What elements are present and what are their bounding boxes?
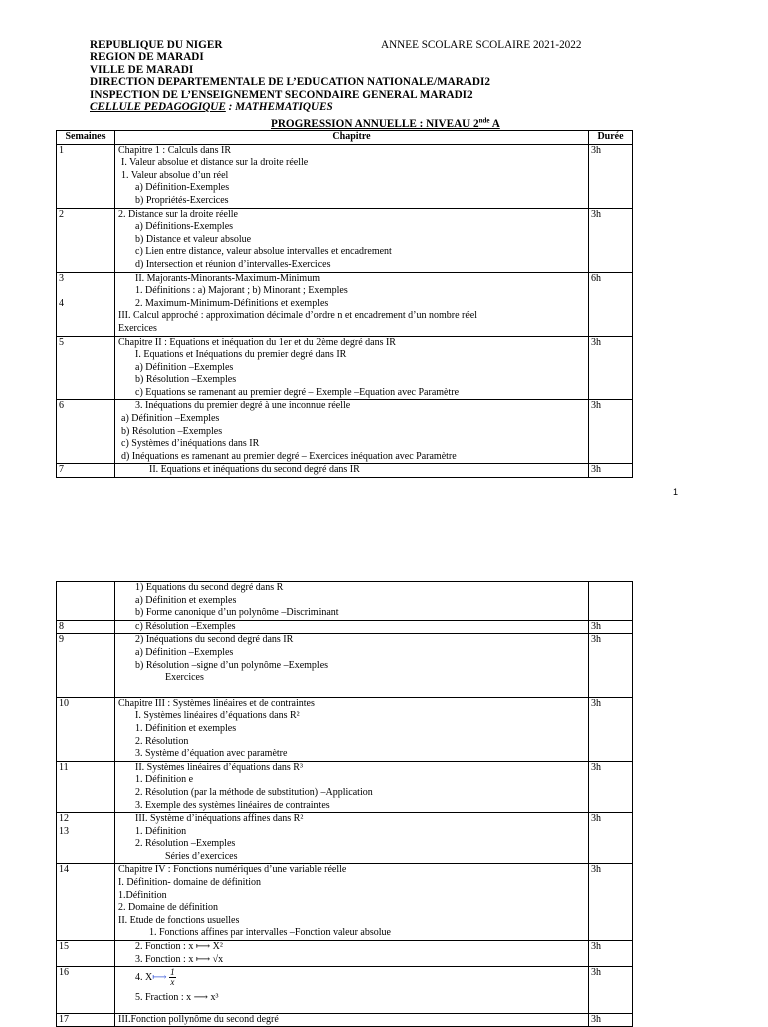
- chapter-cell: [115, 464, 589, 478]
- week-number: 16: [59, 967, 69, 979]
- header-cellule-subject: : MATHEMATIQUES: [225, 101, 333, 114]
- header-region: REGION DE MARADI: [90, 51, 204, 64]
- content-line: c) Résolution –Exemples: [135, 620, 236, 632]
- week-cell: [57, 336, 115, 400]
- content-line: II. Etude de fonctions usuelles: [118, 914, 240, 926]
- duration-cell: [589, 400, 633, 464]
- content-line: 1) Equations du second degré dans R: [135, 582, 284, 593]
- content-line: I. Equations et Inéquations du premier degré dans IR: [135, 349, 347, 361]
- title-main: PROGRESSION ANNUELLE : NIVEAU 2: [271, 117, 479, 130]
- header-cellule: [90, 101, 690, 113]
- content-line: 1. Valeur absolue d’un réel: [121, 169, 229, 181]
- header-school-year: ANNEE SCOLARE SCOLAIRE 2021-2022: [381, 39, 582, 51]
- duration-value: 3h: [591, 208, 601, 220]
- duration-value: 3h: [591, 697, 601, 709]
- week-cell: [57, 813, 115, 864]
- week-number: 12: [59, 813, 69, 825]
- content-line: Chapitre IV : Fonctions numériques d’une variable réelle: [118, 864, 347, 876]
- content-line: 1. Définitions : a) Majorant ; b) Minorant ; Exemples: [135, 285, 348, 297]
- week-number: 14: [59, 864, 69, 876]
- duration-cell: [589, 941, 633, 967]
- content-line: 3. Exemple des systèmes linéaires de contraintes: [135, 799, 330, 811]
- table-row: [57, 620, 633, 634]
- content-line: Chapitre II : Equations et inéquation du 1er et du 2ème degré dans IR: [118, 336, 396, 348]
- duration-value: 3h: [591, 761, 601, 773]
- duration-cell: [589, 967, 633, 1014]
- col-header-chapitre: Chapitre: [115, 131, 589, 145]
- content-line: 2. Domaine de définition: [118, 902, 218, 914]
- content-line: III. Système d’inéquations affines dans R²: [135, 813, 304, 825]
- week-number: 2: [59, 208, 64, 220]
- header-direction: DIRECTION DEPARTEMENTALE DE L’EDUCATION NATIONALE/MARADI2: [90, 76, 490, 89]
- duration-cell: [589, 1013, 633, 1027]
- duration-cell: [589, 864, 633, 941]
- table-row: [57, 813, 633, 864]
- table-row: [57, 582, 633, 621]
- chapter-cell: [115, 582, 589, 621]
- duration-value: 3h: [591, 634, 601, 646]
- duration-value: 3h: [591, 967, 601, 979]
- content-line: c) Systèmes d’inéquations dans IR: [121, 438, 260, 450]
- item4-label: 4. X: [135, 972, 153, 984]
- duration-cell: [589, 697, 633, 761]
- content-line: 3. Inéquations du premier degré à une inconnue réelle: [135, 400, 351, 412]
- week-cell: [57, 400, 115, 464]
- table-row: [57, 761, 633, 812]
- chapter-cell: [115, 272, 589, 336]
- content-line: I. Valeur absolue et distance sur la droite réelle: [121, 157, 309, 169]
- fraction-numerator: 1: [170, 967, 175, 978]
- week-cell: [57, 967, 115, 1014]
- duration-cell: [589, 208, 633, 272]
- week-number: 5: [59, 336, 64, 348]
- page-number: 1: [673, 487, 679, 497]
- table-row: [57, 697, 633, 761]
- week-number: [59, 582, 112, 595]
- week-number: 10: [59, 697, 69, 709]
- content-line: b) Distance et valeur absolue: [135, 233, 252, 245]
- table-row: [57, 1013, 633, 1027]
- week-number: 17: [59, 1013, 69, 1025]
- duration-value: 3h: [591, 336, 601, 348]
- content-line: c) Equations se ramenant au premier degré – Exemple –Equation avec Paramètre: [135, 386, 460, 398]
- duration-value: 3h: [591, 144, 601, 156]
- week-number: 11: [59, 761, 69, 773]
- table-row: [57, 464, 633, 478]
- chapter-cell: [115, 941, 589, 967]
- header-republique: REPUBLIQUE DU NIGER: [90, 39, 223, 51]
- table-row: [57, 400, 633, 464]
- table-row: [57, 336, 633, 400]
- table-row: [57, 634, 633, 697]
- content-line: 2. Résolution –Exemples: [135, 838, 236, 850]
- duration-value: 3h: [591, 1013, 601, 1025]
- content-line: 5. Fraction : x ⟶ x³: [135, 992, 219, 1004]
- col-header-duree: Durée: [589, 131, 633, 145]
- week-number: 9: [59, 634, 64, 646]
- progression-table-part2: [56, 581, 633, 1027]
- week-cell: [57, 634, 115, 697]
- chapter-cell: [115, 336, 589, 400]
- week-cell: [57, 941, 115, 967]
- content-line: Exercices: [165, 672, 204, 684]
- content-line: 3. Système d’équation avec paramètre: [135, 748, 288, 760]
- fraction-denominator: x: [170, 977, 175, 988]
- chapter-cell: [115, 864, 589, 941]
- week-number: 4: [59, 297, 64, 309]
- content-line: d) Inéquations es ramenant au premier degré – Exercices inéquation avec Paramètre: [121, 450, 457, 462]
- chapter-cell: [115, 208, 589, 272]
- col-header-semaines: Semaines: [57, 131, 115, 145]
- duration-cell: [589, 272, 633, 336]
- chapter-cell: [115, 400, 589, 464]
- duration-value: 3h: [591, 941, 601, 953]
- content-line: [117, 967, 586, 989]
- duration-value: 6h: [591, 272, 601, 284]
- week-cell: [57, 582, 115, 621]
- content-line: I. Systèmes linéaires d’équations dans R²: [135, 710, 300, 722]
- duration-value: 3h: [591, 400, 601, 412]
- content-line: Séries d’exercices: [165, 850, 238, 862]
- content-line: 3. Fonction : x ⟼ √x: [135, 953, 224, 965]
- week-cell: [57, 697, 115, 761]
- fraction-one-over-x: [169, 968, 176, 987]
- duration-cell: [589, 582, 633, 621]
- chapter-cell: [115, 620, 589, 634]
- progression-table-part1: [56, 130, 633, 478]
- duration-cell: [589, 761, 633, 812]
- page-title: [271, 116, 500, 130]
- content-line: 1. Fonctions affines par intervalles –Fonction valeur absolue: [149, 927, 391, 939]
- content-line: 1. Définition e: [135, 774, 194, 786]
- table-row: [57, 208, 633, 272]
- content-line: 2. Distance sur la droite réelle: [118, 208, 238, 220]
- duration-cell: [589, 813, 633, 864]
- maps-to-arrow: ⟼: [152, 972, 167, 984]
- content-line: b) Résolution –Exemples: [121, 425, 223, 437]
- content-line: II. Systèmes linéaires d’équations dans R³: [135, 761, 303, 773]
- duration-value: 3h: [591, 464, 601, 476]
- content-line: a) Définitions-Exemples: [135, 221, 234, 233]
- content-line: 1. Définition: [135, 825, 187, 837]
- header-line-republique: [90, 39, 690, 51]
- content-line: 2. Fonction : x ⟼ X²: [135, 941, 223, 953]
- content-line: III.Fonction pollynôme du second degré: [118, 1013, 279, 1025]
- content-line: a) Définition –Exemples: [135, 361, 234, 373]
- week-cell: [57, 761, 115, 812]
- header-cellule-label: CELLULE PEDAGOGIQUE: [90, 101, 226, 114]
- content-line: c) Lien entre distance, valeur absolue intervalles et encadrement: [135, 246, 392, 258]
- week-cell: [57, 620, 115, 634]
- table-row: [57, 967, 633, 1014]
- content-line: a) Définition-Exemples: [135, 182, 230, 194]
- table-row: [57, 864, 633, 941]
- week-number: 8: [59, 620, 64, 632]
- content-line: Exercices: [118, 322, 157, 334]
- week-cell: [57, 272, 115, 336]
- content-line: b) Résolution –Exemples: [135, 374, 237, 386]
- content-line: Chapitre 1 : Calculs dans IR: [118, 144, 232, 156]
- content-line: 1. Définition et exemples: [135, 722, 237, 734]
- chapter-cell: [115, 697, 589, 761]
- week-cell: [57, 208, 115, 272]
- content-line: b) Résolution –signe d’un polynôme –Exemples: [135, 659, 329, 671]
- content-line: [117, 685, 586, 697]
- week-number: 6: [59, 400, 64, 412]
- table-row: [57, 144, 633, 208]
- header-inspection: INSPECTION DE L’ENSEIGNEMENT SECONDAIRE GENERAL MARADI2: [90, 88, 473, 101]
- content-line: a) Définition –Exemples: [135, 646, 234, 658]
- table-row: [57, 272, 633, 336]
- week-cell: [57, 464, 115, 478]
- duration-cell: [589, 620, 633, 634]
- duration-cell: [589, 634, 633, 697]
- content-line: a) Définition –Exemples: [121, 413, 220, 425]
- document-header: [90, 39, 690, 113]
- week-number: 1: [59, 144, 64, 156]
- chapter-cell: [115, 144, 589, 208]
- content-line: a) Définition et exemples: [135, 594, 237, 606]
- week-cell: [57, 864, 115, 941]
- week-number: 7: [59, 464, 64, 476]
- week-number: 3: [59, 272, 64, 284]
- duration-cell: [589, 464, 633, 478]
- page-title-text: [271, 118, 500, 130]
- duration-value: 3h: [591, 813, 601, 825]
- header-ville: VILLE DE MARADI: [90, 63, 194, 76]
- table-header-row: [57, 131, 633, 145]
- title-sup: nde: [478, 116, 490, 124]
- content-line: 1.Définition: [118, 889, 167, 901]
- content-line: I. Définition- domaine de définition: [118, 877, 262, 889]
- chapter-cell: [115, 634, 589, 697]
- week-cell: [57, 144, 115, 208]
- week-number: 15: [59, 941, 69, 953]
- week-number: 13: [59, 825, 69, 837]
- content-line: II. Equations et inéquations du second degré dans IR: [149, 464, 360, 476]
- content-line: b) Forme canonique d’un polynôme –Discriminant: [135, 607, 339, 619]
- week-cell: [57, 1013, 115, 1027]
- week-number: [59, 285, 112, 298]
- chapter-cell: [115, 813, 589, 864]
- title-tail: A: [489, 117, 500, 130]
- duration-cell: [589, 336, 633, 400]
- content-line: II. Majorants-Minorants-Maximum-Minimum: [135, 272, 320, 284]
- content-line: b) Propriétés-Exercices: [135, 194, 229, 206]
- content-line: 2. Maximum-Minimum-Définitions et exemples: [135, 297, 329, 309]
- duration-value: 3h: [591, 620, 601, 632]
- content-line: III. Calcul approché : approximation décimale d’ordre n et encadrement d’un nombre réel: [118, 310, 478, 322]
- chapter-cell: [115, 761, 589, 812]
- table-row: [57, 941, 633, 967]
- chapter-cell: [115, 967, 589, 1014]
- content-line: 2. Résolution: [135, 735, 189, 747]
- duration-value: 3h: [591, 864, 601, 876]
- content-line: 2. Résolution (par la méthode de substitution) –Application: [135, 786, 373, 798]
- chapter-cell: [115, 1013, 589, 1027]
- duration-cell: [589, 144, 633, 208]
- content-line: 2) Inéquations du second degré dans IR: [135, 634, 294, 646]
- content-line: Chapitre III : Systèmes linéaires et de contraintes: [118, 697, 315, 709]
- content-line: d) Intersection et réunion d’intervalles-Exercices: [135, 258, 331, 270]
